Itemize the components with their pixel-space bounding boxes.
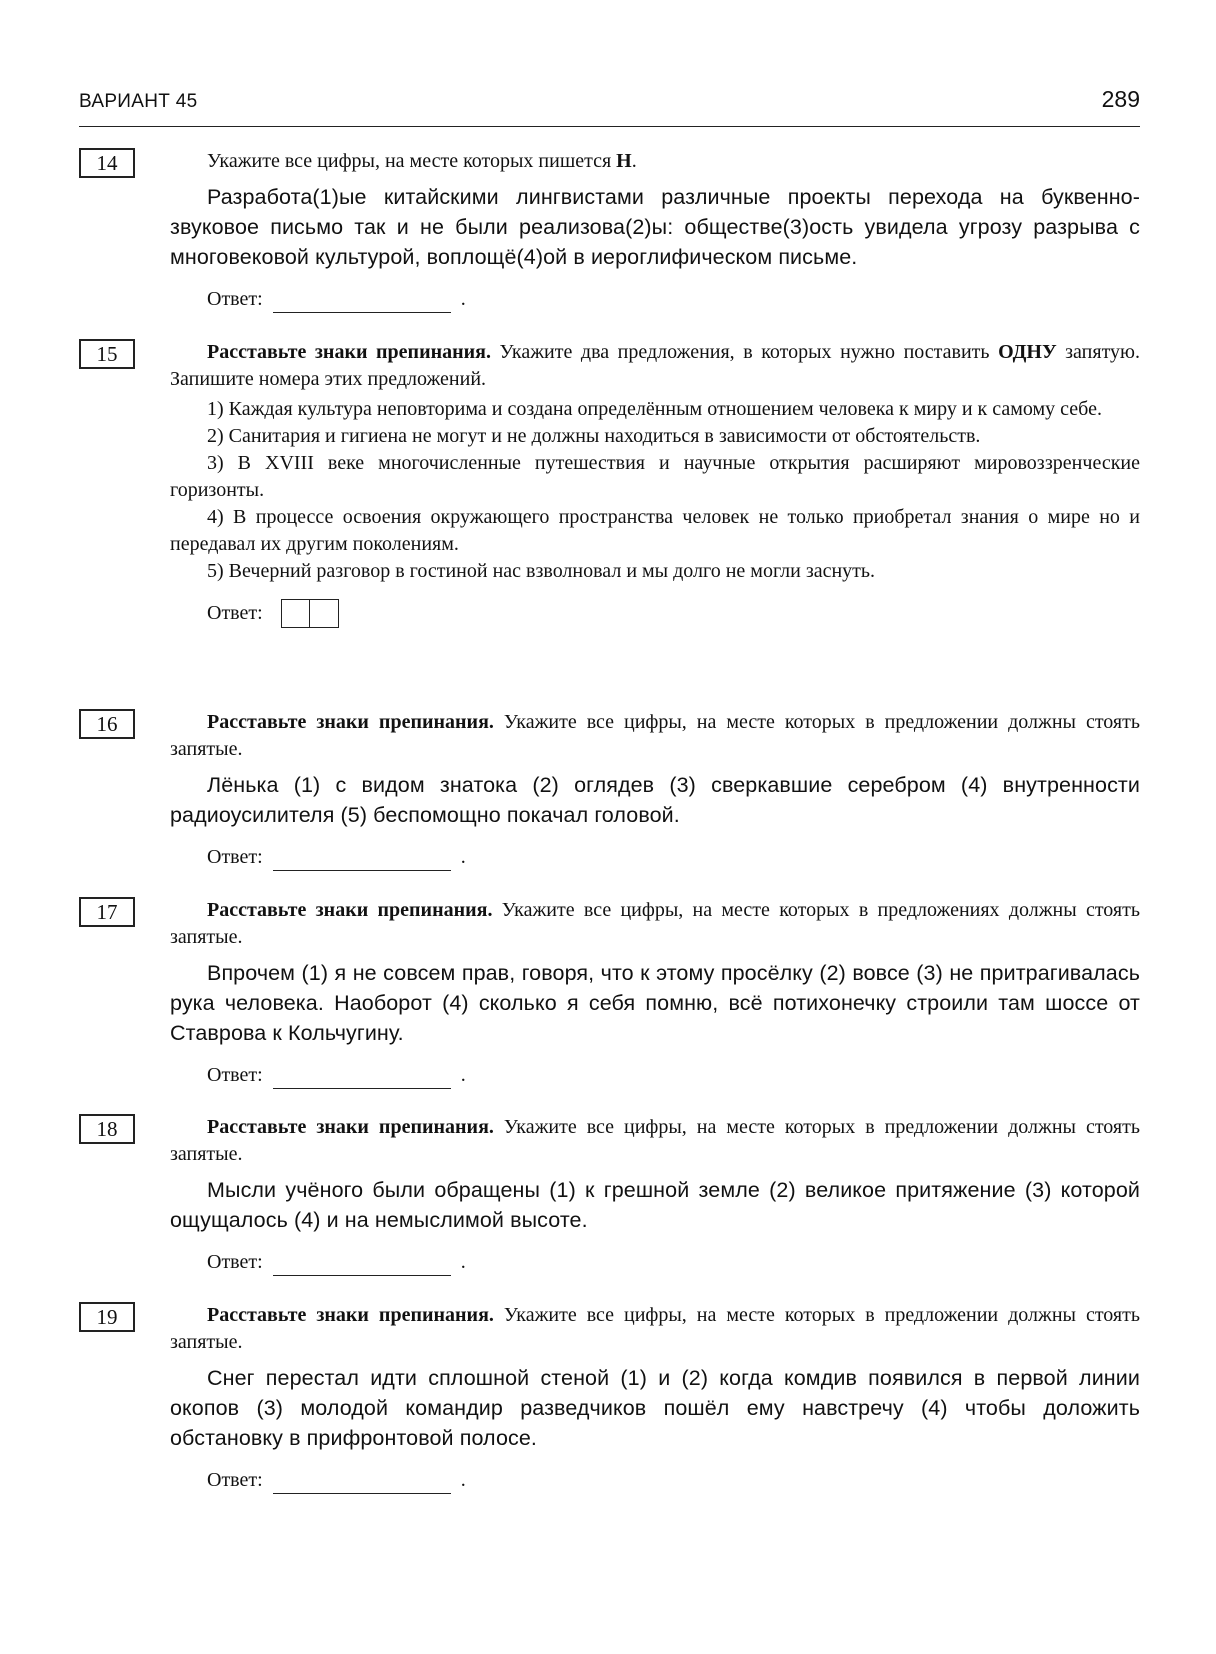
task-text: Разработа(1)ые китайскими лингвистами различные проекты перехода на буквенно-звуковое письмо так и не были реализова(2)ы: обществе(3)ость увидела угрозу разрыва с многовековой культурой, воплощё(4)ой в иероглифическом письме. — [170, 185, 1140, 269]
task-number: 18 — [79, 1114, 135, 1144]
task-instruction: Расставьте знаки препинания. Укажите два предложения, в которых нужно поставить ОДНУ запятую. Запишите номера этих предложений. — [170, 341, 1140, 390]
answer-row: Ответ: . — [207, 1249, 1140, 1276]
list-item: 4) В процессе освоения окружающего пространства человек не только приобретал знания о мире но и передавал их другим поколениям. — [170, 506, 1140, 555]
answer-row: Ответ: . — [207, 1062, 1140, 1089]
list-item: 5) Вечерний разговор в гостиной нас взволновал и мы долго не могли заснуть. — [207, 560, 876, 582]
task-18 — [79, 1114, 1140, 1276]
answer-row: Ответ: . — [207, 1467, 1140, 1494]
task-14 — [79, 148, 1140, 313]
list-item: 2) Санитария и гигиена не могут и не должны находиться в зависимости от обстоятельств. — [207, 425, 981, 447]
answer-field[interactable] — [273, 1475, 451, 1494]
answer-box-2[interactable] — [310, 599, 339, 628]
task-number: 15 — [79, 339, 135, 369]
answer-field[interactable] — [273, 852, 451, 871]
answer-field[interactable] — [273, 294, 451, 313]
task-instruction: Расставьте знаки препинания. Укажите все цифры, на месте которых в предложениях должны стоять запятые. — [170, 899, 1140, 948]
answer-boxes[interactable] — [281, 599, 339, 628]
answer-box-1[interactable] — [281, 599, 310, 628]
answer-label: Ответ: — [207, 288, 263, 310]
task-instruction: Укажите все цифры, на месте которых пишется Н. — [207, 150, 637, 172]
task-instruction: Расставьте знаки препинания. Укажите все цифры, на месте которых в предложении должны стоять запятые. — [170, 1304, 1140, 1353]
task-text: Мысли учёного были обращены (1) к грешной земле (2) великое притяжение (3) которой ощущалось (4) и на немыслимой высоте. — [170, 1178, 1140, 1232]
answer-label: Ответ: — [207, 1064, 263, 1086]
variant-title: ВАРИАНТ 45 — [79, 91, 198, 112]
answer-label: Ответ: — [207, 846, 263, 868]
answer-field[interactable] — [273, 1070, 451, 1089]
task-text: Снег перестал идти сплошной стеной (1) и (2) когда комдив появился в первой линии окопов (3) молодой командир разведчиков пошёл ему навстречу (4) чтобы доложить обстановку в прифронтовой полосе. — [170, 1366, 1140, 1450]
task-number: 19 — [79, 1302, 135, 1332]
answer-label: Ответ: — [207, 1251, 263, 1273]
answer-field[interactable] — [273, 1257, 451, 1276]
task-text: Впрочем (1) я не совсем прав, говоря, что к этому просёлку (2) вовсе (3) не притрагивалась рука человека. Наоборот (4) сколько я себя помню, всё потихонечку строили там шоссе от Ставрова к Кольчугину. — [170, 961, 1140, 1045]
task-17 — [79, 897, 1140, 1089]
task-number: 17 — [79, 897, 135, 927]
answer-label: Ответ: — [207, 602, 263, 624]
task-15 — [79, 339, 1140, 628]
task-instruction: Расставьте знаки препинания. Укажите все цифры, на месте которых в предложении должны стоять запятые. — [170, 1116, 1140, 1165]
task-number: 14 — [79, 148, 135, 178]
task-19 — [79, 1302, 1140, 1494]
list-item: 3) В XVIII веке многочисленные путешествия и научные открытия расширяют мировоззренческие горизонты. — [170, 452, 1140, 501]
task-number: 16 — [79, 709, 135, 739]
task-16 — [79, 709, 1140, 871]
answer-row — [207, 599, 1140, 628]
answer-row: Ответ: . — [207, 844, 1140, 871]
answer-row: Ответ: . — [207, 286, 1140, 313]
sentence-list — [170, 396, 1140, 585]
page-header — [79, 86, 1140, 127]
answer-label: Ответ: — [207, 1469, 263, 1491]
page-number: 289 — [1101, 86, 1140, 112]
task-text: Лёнька (1) с видом знатока (2) оглядев (3) сверкавшие серебром (4) внутренности радиоусилителя (5) беспомощно покачал головой. — [170, 773, 1140, 827]
list-item: 1) Каждая культура неповторима и создана определённым отношением человека к миру и к самому себе. — [207, 398, 1102, 420]
task-instruction: Расставьте знаки препинания. Укажите все цифры, на месте которых в предложении должны стоять запятые. — [170, 711, 1140, 760]
